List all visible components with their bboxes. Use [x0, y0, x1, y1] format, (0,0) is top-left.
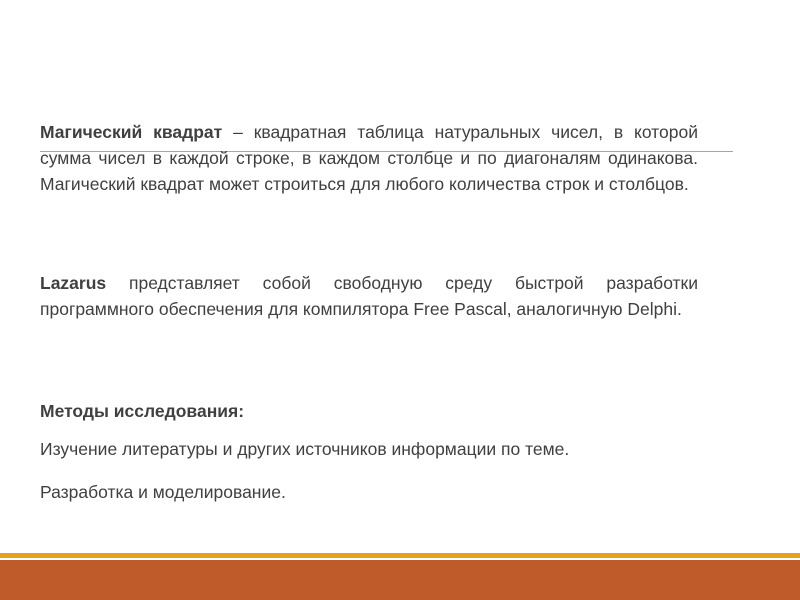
- magic-square-definition: [40, 119, 698, 197]
- footer-bar: [0, 560, 800, 600]
- lazarus-text: представляет собой свободную среду быстрой разработки программного обеспечения для компилятора Free Pascal, аналогичную Delphi.: [40, 273, 698, 319]
- methods-item: Разработка и моделирование.: [40, 482, 286, 502]
- methods-heading: Методы исследования:: [40, 401, 245, 421]
- magic-square-term: Магический квадрат: [40, 122, 223, 142]
- footer-accent-stripe: [0, 553, 800, 558]
- magic-square-text: – квадратная таблица натуральных чисел, в которой сумма чисел в каждой строке, в каждом столбце и по диагоналям одинакова. Магический квадрат может строиться для любого количества строк и столбцов.: [40, 122, 698, 194]
- lazarus-term: Lazarus: [40, 273, 107, 293]
- methods-item: Изучение литературы и других источников информации по теме.: [40, 439, 570, 459]
- lazarus-description: [40, 270, 698, 322]
